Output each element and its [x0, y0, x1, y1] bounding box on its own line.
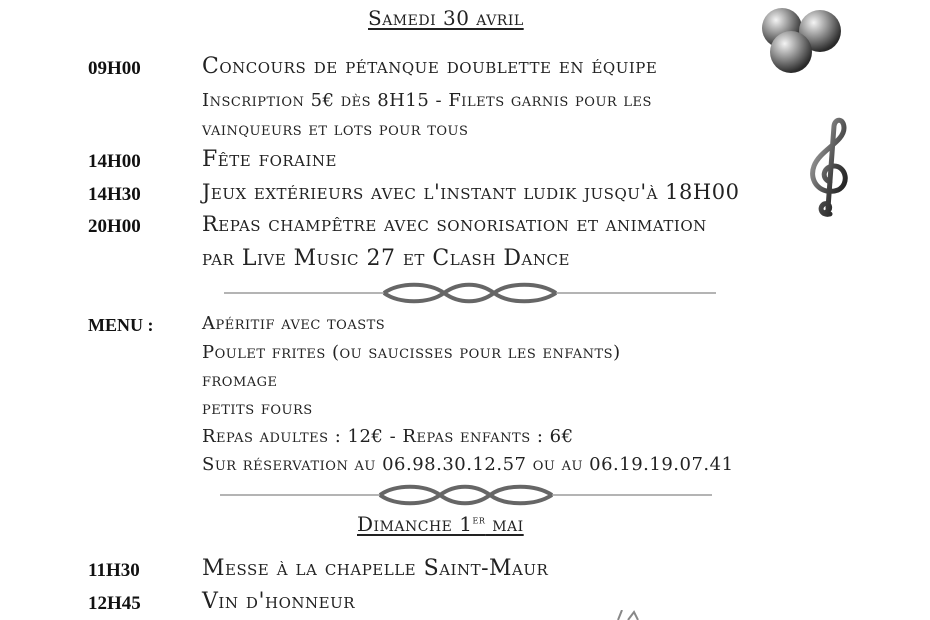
- time-1430: 14H30: [88, 184, 141, 205]
- time-1245: 12H45: [88, 593, 141, 614]
- event-fete-foraine: Fête foraine: [202, 147, 337, 172]
- event-repas: Repas champêtre avec sonorisation et animation: [202, 212, 707, 236]
- menu-line-4: petits fours: [202, 398, 313, 419]
- menu-line-3: fromage: [202, 370, 278, 391]
- sunday-title-month: mai: [485, 512, 524, 536]
- sunday-title-day: Dimanche 1: [357, 512, 473, 536]
- menu-line-1: Apéritif avec toasts: [202, 313, 386, 334]
- menu-reservation: Sur réservation au 06.98.30.12.57 ou au 06.19.19.07.41: [202, 454, 734, 475]
- time-1130: 11H30: [88, 560, 140, 581]
- event-petanque-detail-2: vainqueurs et lots pour tous: [202, 119, 469, 140]
- sunday-title-sup: er: [472, 512, 486, 527]
- event-petanque-detail-1: Inscription 5€ dès 8H15 - Filets garnis pour les: [202, 90, 652, 111]
- menu-line-2: Poulet frites (ou saucisses pour les enfants): [202, 342, 621, 363]
- cropped-title-glyph: [437, 0, 477, 4]
- event-repas-detail: par Live Music 27 et Clash Dance: [202, 246, 570, 271]
- event-jeux: Jeux extérieurs avec l'instant ludik jusqu'à 18H00: [202, 180, 740, 204]
- time-1400: 14H00: [88, 151, 141, 172]
- cropped-decoration-icon: [614, 610, 644, 620]
- sunday-title: [357, 512, 524, 536]
- ornamental-divider-icon: [224, 280, 716, 306]
- menu-price: Repas adultes : 12€ - Repas enfants : 6€: [202, 426, 574, 447]
- event-vin: Vin d'honneur: [202, 589, 356, 614]
- petanque-balls-icon: [758, 4, 844, 76]
- saturday-title: Samedi 30 avril: [368, 6, 524, 30]
- event-petanque: Concours de pétanque doublette en équipe: [202, 54, 658, 79]
- ornamental-divider-icon: [220, 482, 712, 508]
- time-0900: 09H00: [88, 58, 141, 79]
- time-2000: 20H00: [88, 216, 141, 237]
- event-messe: Messe à la chapelle Saint-Maur: [202, 556, 549, 581]
- menu-label: MENU :: [88, 315, 154, 335]
- treble-clef-icon: [800, 116, 856, 220]
